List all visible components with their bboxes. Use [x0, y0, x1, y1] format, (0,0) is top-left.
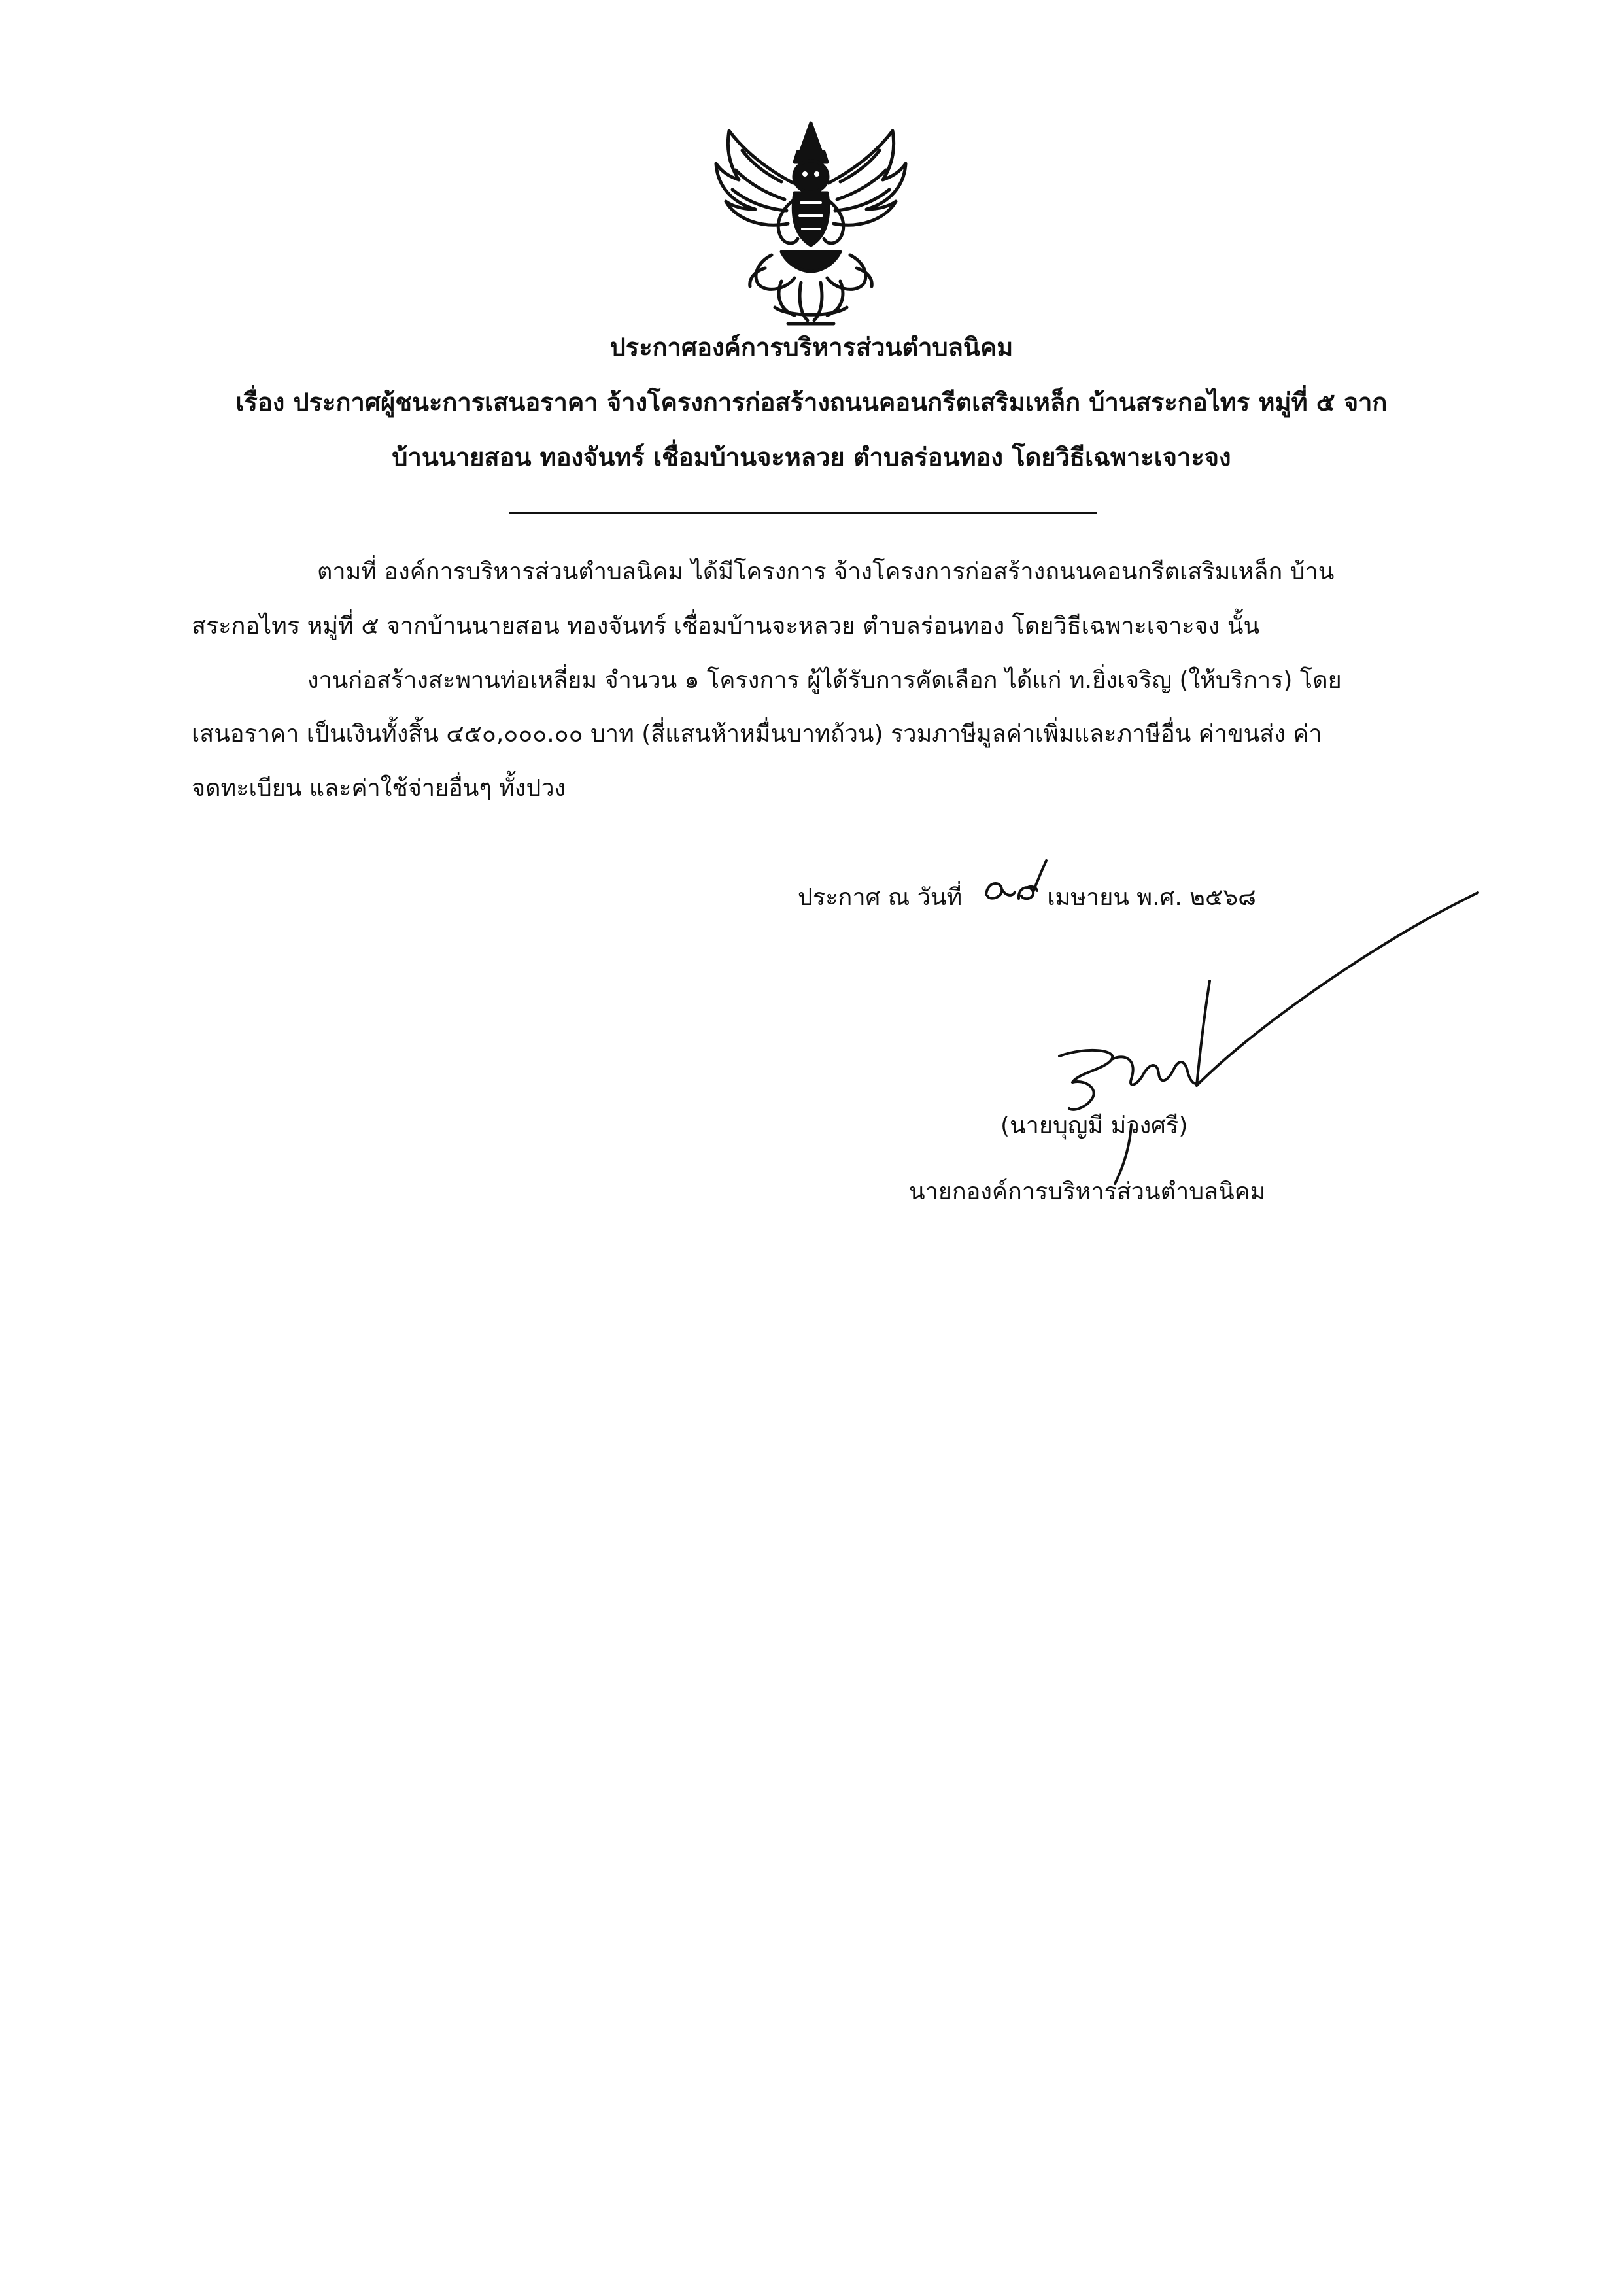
date-prefix: ประกาศ ณ วันที่: [798, 884, 963, 911]
header-divider: [509, 512, 1097, 514]
subject-line-1: เรื่อง ประกาศผู้ชนะการเสนอราคา จ้างโครงการก่อสร้างถนนคอนกรีตเสริมเหล็ก บ้านสระกอไทร หมู่ที่ ๕ จาก: [235, 388, 1388, 417]
garuda-emblem-icon: [703, 111, 919, 334]
body-line-1: ตามที่ องค์การบริหารส่วนตำบลนิคม ได้มีโครงการ จ้างโครงการก่อสร้างถนนคอนกรีตเสริมเหล็ก บ้าน: [317, 558, 1335, 585]
signer-name: (นายบุญมี ม่วงศรี): [1000, 1112, 1188, 1139]
announcement-title: ประกาศองค์การบริหารส่วนตำบลนิคม: [609, 333, 1014, 362]
body-line-2: สระกอไทร หมู่ที่ ๕ จากบ้านนายสอน ทองจันทร์ เชื่อมบ้านจะหลวย ตำบลร่อนทอง โดยวิธีเฉพาะเจาะจง นั้น: [192, 613, 1260, 640]
signer-position: นายกองค์การบริหารส่วนตำบลนิคม: [909, 1178, 1266, 1205]
subject-line-2: บ้านนายสอน ทองจันทร์ เชื่อมบ้านจะหลวย ตำบลร่อนทอง โดยวิธีเฉพาะเจาะจง: [392, 443, 1231, 471]
body-line-3: งานก่อสร้างสะพานท่อเหลี่ยม จำนวน ๑ โครงการ ผู้ได้รับการคัดเลือก ได้แก่ ท.ยิ่งเจริญ (ให้บริการ) โดย: [307, 667, 1342, 694]
body-line-5: จดทะเบียน และค่าใช้จ่ายอื่นๆ ทั้งปวง: [192, 775, 566, 802]
date-month-year: เมษายน พ.ศ. ๒๕๖๘: [1047, 884, 1256, 911]
body-line-4: เสนอราคา เป็นเงินทั้งสิ้น ๔๕๐,๐๐๐.๐๐ บาท (สี่แสนห้าหมื่นบาทถ้วน) รวมภาษีมูลค่าเพิ่มและภาษีอื่น ค่าขนส่ง ค่า: [192, 721, 1322, 747]
